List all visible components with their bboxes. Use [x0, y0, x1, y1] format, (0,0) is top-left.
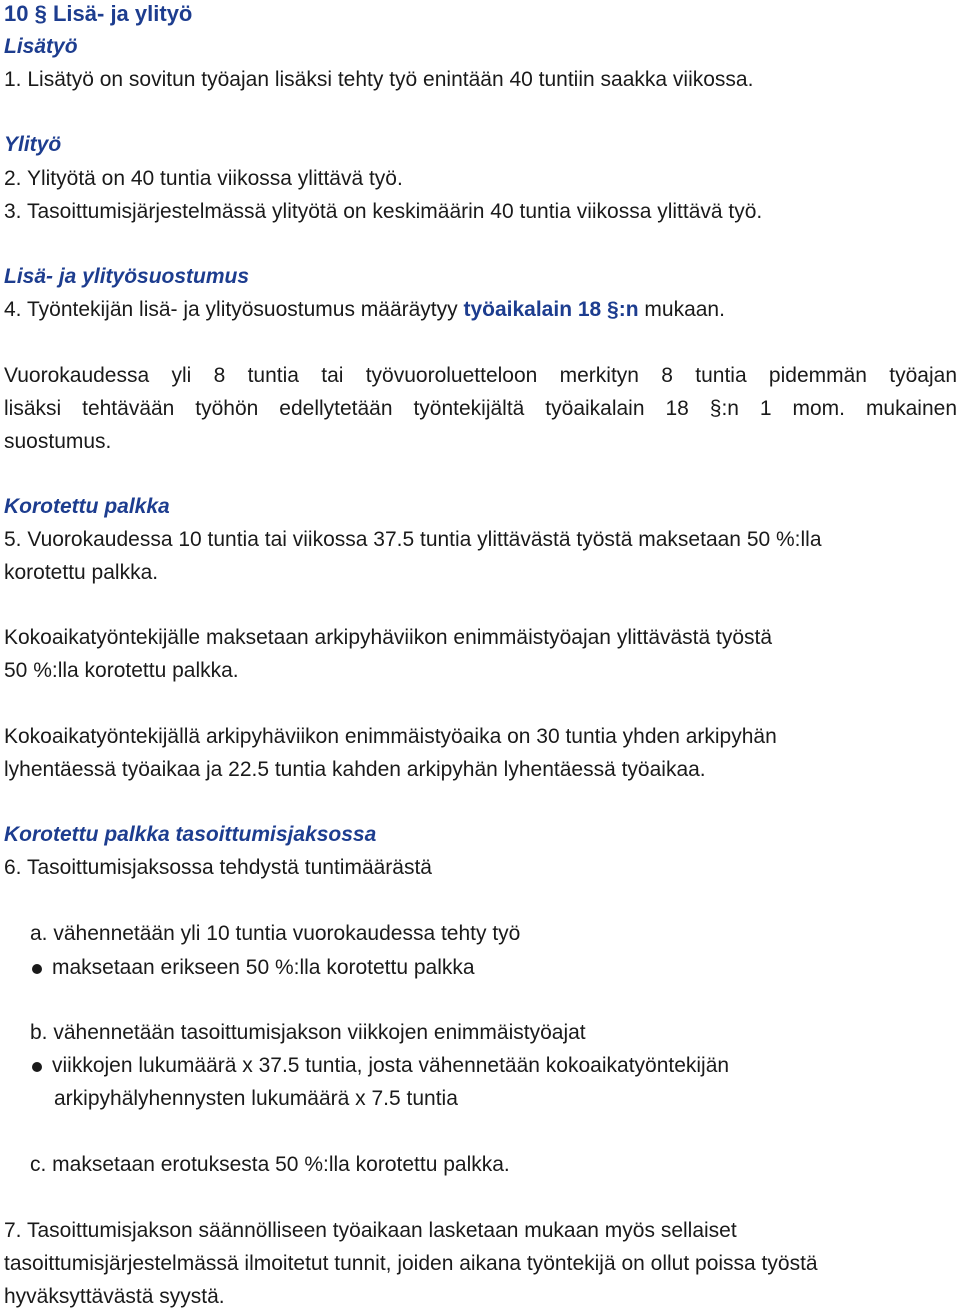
bullet-text-b-line-1: viikkojen lukumäärä x 37.5 tuntia, josta vähennetään kokoaikatyöntekijän	[52, 1054, 730, 1077]
paragraph-7-line-3: hyväksyttävästä syystä.	[4, 1285, 225, 1308]
section-number: 10	[4, 1, 29, 26]
bullet-text-b-line-2: arkipyhälyhennysten lukumäärä x 7.5 tuntia	[54, 1087, 458, 1110]
paragraph-2: 2. Ylityötä on 40 tuntia viikossa ylittävä työ.	[4, 167, 403, 190]
list-item-b: b. vähennetään tasoittumisjakson viikkojen enimmäistyöajat	[30, 1021, 586, 1044]
paragraph-3: 3. Tasoittumisjärjestelmässä ylityötä on keskimäärin 40 tuntia viikossa ylittävä työ.	[4, 200, 763, 223]
section-title	[4, 1, 192, 27]
list-item-a: a. vähennetään yli 10 tuntia vuorokaudessa tehty työ	[30, 922, 521, 945]
bullet-dot	[32, 1062, 42, 1072]
kokoaika-paragraph-1-line-1: Kokoaikatyöntekijälle maksetaan arkipyhäviikon enimmäistyöajan ylittävästä työstä	[4, 626, 773, 649]
law-reference-suffix: :n	[618, 298, 639, 321]
suostumus-line-3: suostumus.	[4, 430, 112, 453]
paragraph-4-end: mukaan.	[638, 298, 725, 321]
bullet-dot	[32, 964, 42, 974]
paragraph-5-line-2: korotettu palkka.	[4, 561, 159, 584]
law-section-symbol: §	[607, 298, 619, 321]
suostumus-line-1: Vuorokaudessa yli 8 tuntia tai työvuoroluetteloon merkityn 8 tuntia pidemmän työajan	[4, 364, 957, 387]
heading-korotettu-palkka: Korotettu palkka	[4, 495, 170, 518]
law-reference: työaikalain 18	[463, 298, 608, 321]
kokoaika-paragraph-1-line-2: 50 %:lla korotettu palkka.	[4, 659, 239, 682]
heading-ylityo: Ylityö	[4, 133, 62, 156]
bullet-item-a	[4, 955, 475, 981]
section-symbol: §	[34, 1, 47, 26]
list-item-c: c. maksetaan erotuksesta 50 %:lla korotettu palkka.	[30, 1153, 510, 1176]
paragraph-4	[4, 297, 725, 323]
kokoaika-paragraph-2-line-1: Kokoaikatyöntekijällä arkipyhäviikon enimmäistyöaika on 30 tuntia yhden arkipyhän	[4, 725, 777, 748]
paragraph-7-line-2: tasoittumisjärjestelmässä ilmoitetut tunnit, joiden aikana työntekijä on ollut poissa työstä	[4, 1252, 818, 1275]
heading-suostumus: Lisä- ja ylityösuostumus	[4, 265, 250, 288]
kokoaika-paragraph-2-line-2: lyhentäessä työaikaa ja 22.5 tuntia kahden arkipyhän lyhentäessä työaikaa.	[4, 758, 706, 781]
suostumus-line-2: lisäksi tehtävään työhön edellytetään työntekijältä työaikalain 18 §:n 1 mom. mukainen	[4, 397, 957, 420]
paragraph-5-line-1: 5. Vuorokaudessa 10 tuntia tai viikossa 37.5 tuntia ylittävästä työstä maksetaan 50 %:lla	[4, 528, 822, 551]
paragraph-4-start: 4. Työntekijän lisä- ja ylityösuostumus määräytyy	[4, 298, 464, 321]
paragraph-6: 6. Tasoittumisjaksossa tehdystä tuntimäärästä	[4, 856, 432, 879]
heading-lisatyo: Lisätyö	[4, 35, 78, 58]
bullet-text-a: maksetaan erikseen 50 %:lla korotettu palkka	[52, 956, 475, 979]
heading-tasoittumisjakso: Korotettu palkka tasoittumisjaksossa	[4, 823, 377, 846]
bullet-item-b	[4, 1053, 730, 1079]
section-title-text: Lisä- ja ylityö	[52, 1, 193, 26]
paragraph-7-line-1: 7. Tasoittumisjakson säännölliseen työaikaan lasketaan mukaan myös sellaiset	[4, 1219, 737, 1242]
paragraph-1: 1. Lisätyö on sovitun työajan lisäksi tehty työ enintään 40 tuntiin saakka viikossa.	[4, 68, 754, 91]
